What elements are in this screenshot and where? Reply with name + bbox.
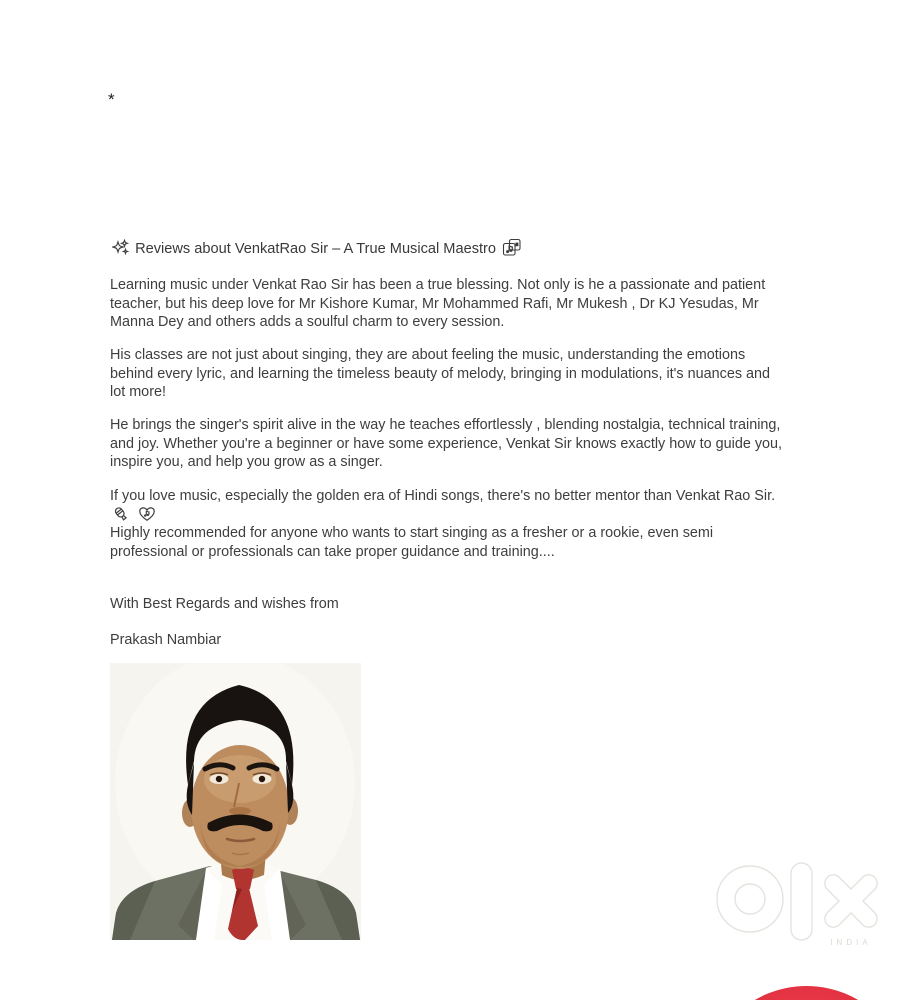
microphone-icon — [112, 506, 130, 522]
review-paragraph: Learning music under Venkat Rao Sir has been a true blessing. Not only is he a passionate and patient teacher, but his deep love for Mr Kishore Kumar, Mr Mohammed Rafi, Mr Mukesh , Dr KJ Yesudas, Mr Manna Dey and others adds a soulful charm to every session. — [110, 277, 766, 331]
review-paragraph-text: If you love music, especially the golden era of Hindi songs, there's no better mentor than Venkat Rao Sir. — [110, 488, 776, 504]
page-marker: * — [108, 90, 115, 109]
chat-fab-button[interactable] — [704, 986, 909, 1000]
sparkle-icon — [112, 239, 129, 256]
review-paragraph: He brings the singer's spirit alive in the way he teaches effortlessly , blending nostalgia, technical training, and joy. Whether you're a beginner or have some experience, Venkat Sir knows exactly how to guide you, inspire you, and help you grow as a singer. — [110, 417, 783, 471]
heart-music-icon — [138, 506, 156, 522]
review-paragraph-text: Highly recommended for anyone who wants to start singing as a fresher or a rookie, even semi professional or professionals can take proper guidance and training.... — [110, 525, 714, 560]
review-paragraph — [110, 487, 786, 561]
musical-notes-icon — [502, 238, 521, 256]
closing-line: With Best Regards and wishes from — [110, 596, 339, 612]
review-title-row — [110, 238, 786, 259]
olx-logo-graphic — [700, 850, 885, 960]
review-title: Reviews about VenkatRao Sir – A True Musical Maestro — [135, 241, 497, 257]
portrait-illustration — [110, 663, 361, 940]
olx-logo — [700, 850, 885, 960]
reviewer-photo — [110, 663, 361, 940]
olx-india-label: INDIA — [830, 938, 872, 947]
signature-name: Prakash Nambiar — [110, 632, 222, 648]
review-paragraph: His classes are not just about singing, they are about feeling the music, understanding the emotions behind every lyric, and learning the timeless beauty of melody, bringing in modulations, it's nuances and lot more! — [110, 347, 771, 401]
